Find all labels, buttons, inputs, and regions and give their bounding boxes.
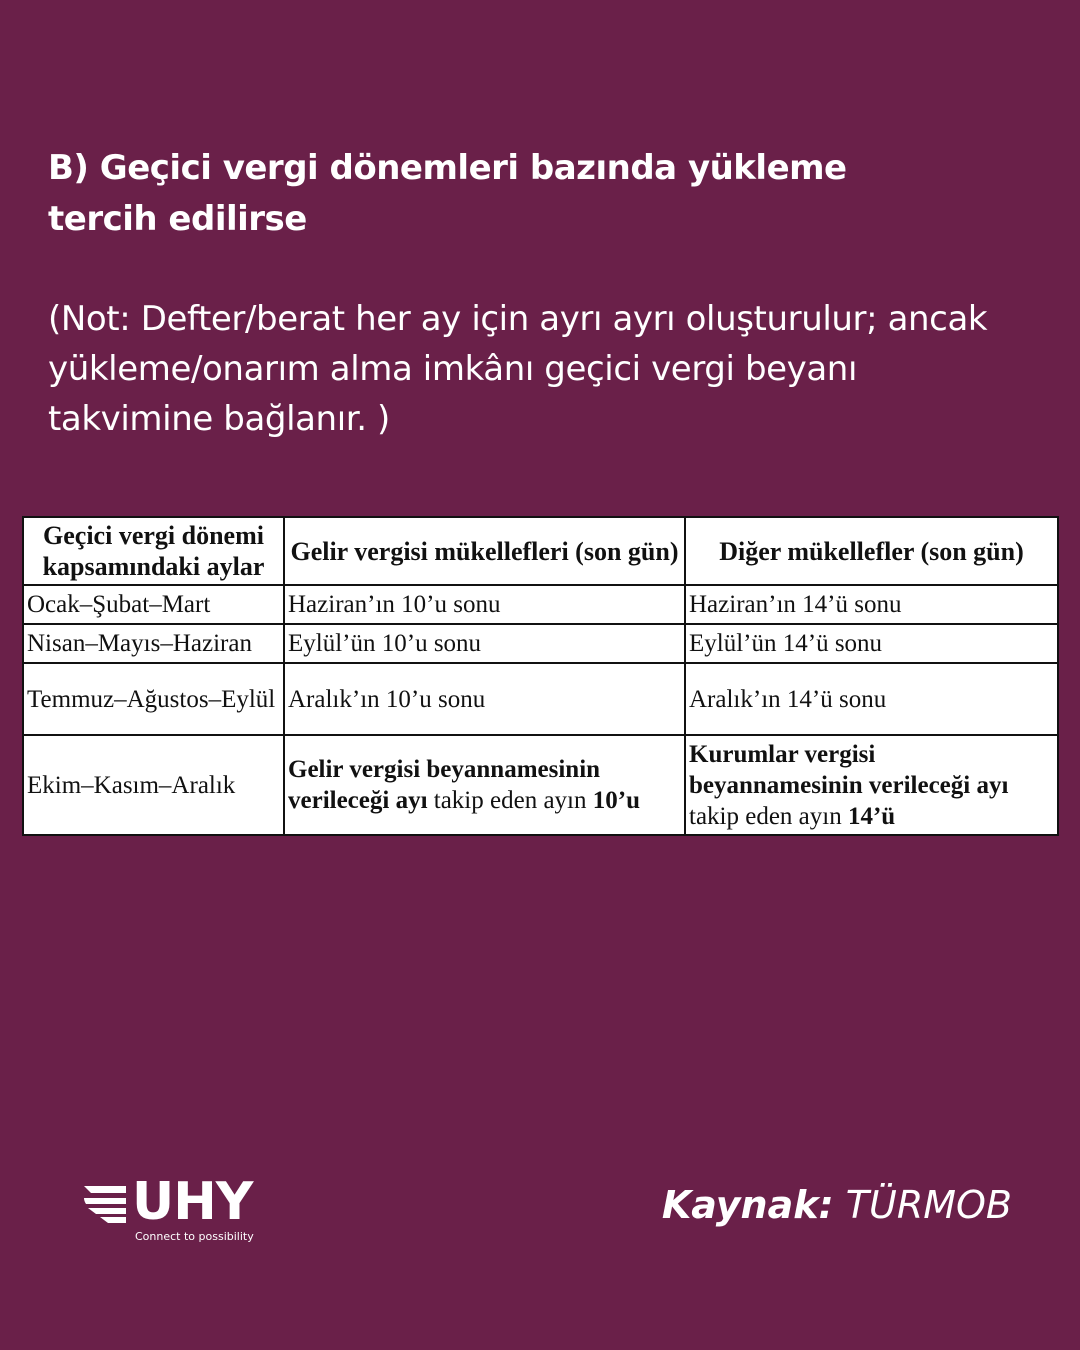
heading-line-2: tercih edilirse: [48, 199, 307, 239]
table-row: [23, 663, 1058, 735]
logo-wordmark: UHY: [132, 1172, 253, 1232]
source-label: Kaynak:: [661, 1183, 834, 1227]
cell-diger: [685, 735, 1058, 835]
header-diger-mukellefler: Diğer mükellefler (son gün): [685, 517, 1058, 585]
cell-diger-plain: takip eden ayın: [689, 802, 848, 830]
header-gelir-vergisi: Gelir vergisi mükellefleri (son gün): [284, 517, 685, 585]
note-line-3: takvimine bağlanır. ): [48, 399, 390, 439]
heading-line-1: B) Geçici vergi dönemleri bazında yükleme: [48, 148, 847, 188]
cell-months: Ekim–Kasım–Aralık: [23, 735, 284, 835]
cell-gelir: Aralık’ın 10’u sonu: [284, 663, 685, 735]
header-months: Geçici vergi dönemi kapsamındaki aylar: [23, 517, 284, 585]
cell-gelir-bold-end: 10’u: [592, 787, 640, 814]
cell-months: Temmuz–Ağustos–Eylül: [23, 663, 284, 735]
cell-months: Ocak–Şubat–Mart: [23, 585, 284, 624]
source-credit: [662, 1180, 1012, 1230]
cell-diger-bold-end: 14’ü: [847, 802, 896, 830]
source-value: TÜRMOB: [833, 1183, 1012, 1227]
note-line-1: (Not: Defter/berat her ay için ayrı ayrı oluşturulur; ancak: [48, 299, 988, 339]
cell-diger-bold-start: Kurumlar vergisi beyannamesinin verileceği ayı: [689, 740, 1009, 799]
uhy-swoosh-icon: [82, 1182, 128, 1224]
cell-gelir: Eylül’ün 10’u sonu: [284, 624, 685, 663]
cell-gelir-plain: takip eden ayın: [427, 787, 593, 814]
note-line-2: yükleme/onarım alma imkânı geçici vergi beyanı: [48, 349, 857, 389]
table-row: [23, 735, 1058, 835]
cell-diger: Aralık’ın 14’ü sonu: [685, 663, 1058, 735]
tax-period-table: [22, 516, 1059, 836]
note-paragraph: [48, 294, 1058, 444]
cell-gelir: Haziran’ın 10’u sonu: [284, 585, 685, 624]
cell-months: Nisan–Mayıs–Haziran: [23, 624, 284, 663]
cell-diger: Eylül’ün 14’ü sonu: [685, 624, 1058, 663]
table-header-row: [23, 517, 1058, 585]
cell-diger: Haziran’ın 14’ü sonu: [685, 585, 1058, 624]
page-heading: [48, 143, 1008, 245]
uhy-logo: [82, 1172, 282, 1248]
table-row: [23, 585, 1058, 624]
logo-tagline: Connect to possibility: [135, 1230, 254, 1243]
table-row: [23, 624, 1058, 663]
cell-gelir-bold-start: Gelir vergisi beyannamesinin verileceği ayı: [288, 756, 601, 814]
cell-gelir: [284, 735, 685, 835]
